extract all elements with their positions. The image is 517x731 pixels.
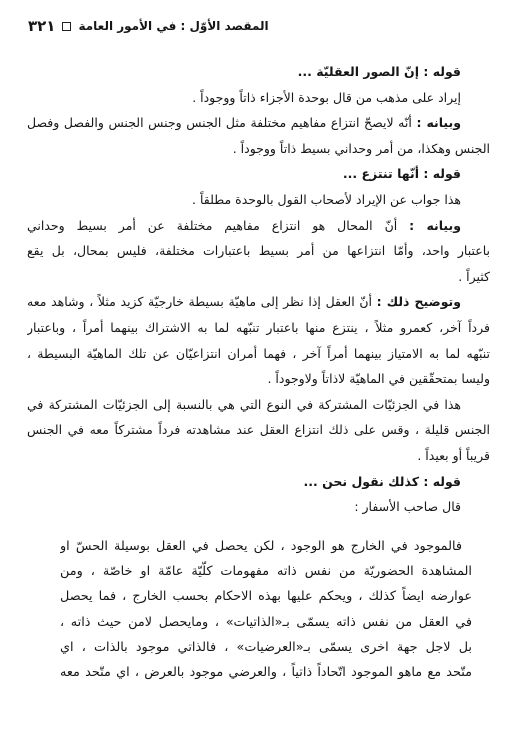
running-head-title: المقصد الأوّل : في الأمور العامة [78,19,269,33]
text-line: هذا في الجزئيّات المشتركة في النوع التي هي بالنسبة إلى الجزئيّات المشتركة في [27,396,461,412]
quoted-passage [60,534,472,685]
separator-square [62,22,71,31]
text-line [27,213,490,239]
page-number: ٣٢١ [28,17,56,35]
quote-line: فالموجود في الخارج هو الوجود ، لكن يحصل في العقل بوسيلة الحسّ او [60,539,462,554]
text-line [27,289,490,315]
text-run: أنّه لايصحّ انتزاع مفاهيم مختلفة مثل الجنس وجنس الجنس والفصل وفصل [27,115,412,131]
text-line: قال صاحب الأسفار : [354,499,461,515]
text-line: باعتبار واحد، وأمّا انتزاعها من أمر بسيط باعتبارات مختلفة، فليس بمحال، بل يقع [27,243,490,259]
quote-line: عوارضه ايضاً كذلك ، ويحكم عليها بهذه الاحكام بحسب الخارج ، فما يحصل [60,589,472,605]
text-line: تنبّهه لما به الامتياز بينهما أمراً آخر ، فهما أمران انتزاعيّان عن تلك الماهيّة البسيطة ، [27,345,490,361]
text-line: هذا جواب عن الإيراد لأصحاب القول بالوحدة مطلقاً . [192,191,461,207]
text-line: الجنس قليلة ، وقس على ذلك انتزاع العقل عند مشاهدته فرداً مشتركاً معه في الجنس [27,422,490,438]
text-line: وليسا بمتحقّقين في الماهيّة لاذاتاً ولاوجوداً . [267,371,490,387]
commentary-body [27,59,490,520]
paragraph-lead: وبيانه : [416,115,461,131]
paragraph-lead: وتوضيح ذلك : [376,294,461,310]
text-line: كثيراً . [458,268,490,284]
text-line: فرداً آخر، كعمرو مثلاً ، ينتزع منها باعتبار تنبّهه لما به الاشتراك بينهما أمراً ، وباعتبار [27,319,490,335]
lemma-heading: قوله : أنّها تنتزع ... [342,166,461,182]
text-line [27,110,490,136]
text-line: قريباً أو بعيداً . [417,447,490,463]
text-line: إيراد على مذهب من قال بوحدة الأجزاء ذاتاً ووجوداً . [192,89,461,105]
text-run: أنّ المحال هو انتزاع مفاهيم مختلفة عن أمر بسيط وحداني [27,217,398,233]
lemma-heading: قوله : كذلك نقول نحن ... [303,473,461,489]
text-run: أنّ العقل إذا نظر إلى ماهيّة بسيطة خارجيّة كزيد مثلاً ، وشاهد معه [27,294,372,310]
quote-line: بل لاجل جهة اخرى يسمّى بـ«العرضيات» ، فالذاتي موجود بالذات ، اي [60,639,472,655]
quote-line: المشاهدة الحضوريّة من نفس ذاته مفهومات كلّيّة عامّة او خاصّة ، ومن [60,564,472,580]
running-head [28,14,269,38]
quote-line: متّحد مع ماهو الموجود اتّحاداً ذاتياً ، والعرضي موجود بالعرض ، اي متّحد معه [60,664,472,680]
paragraph-lead: وبيانه : [409,217,461,233]
text-line: الجنس وهكذا، من أمر وحداني بسيط ذاتاً ووجوداً . [232,140,490,156]
quote-line: في العقل من نفس ذاته يسمّى بـ«الذاتيات» ، ومايحصل لامن حيث ذاته ، [60,614,472,630]
lemma-heading: قوله : إنّ الصور العقليّة ... [297,64,461,79]
